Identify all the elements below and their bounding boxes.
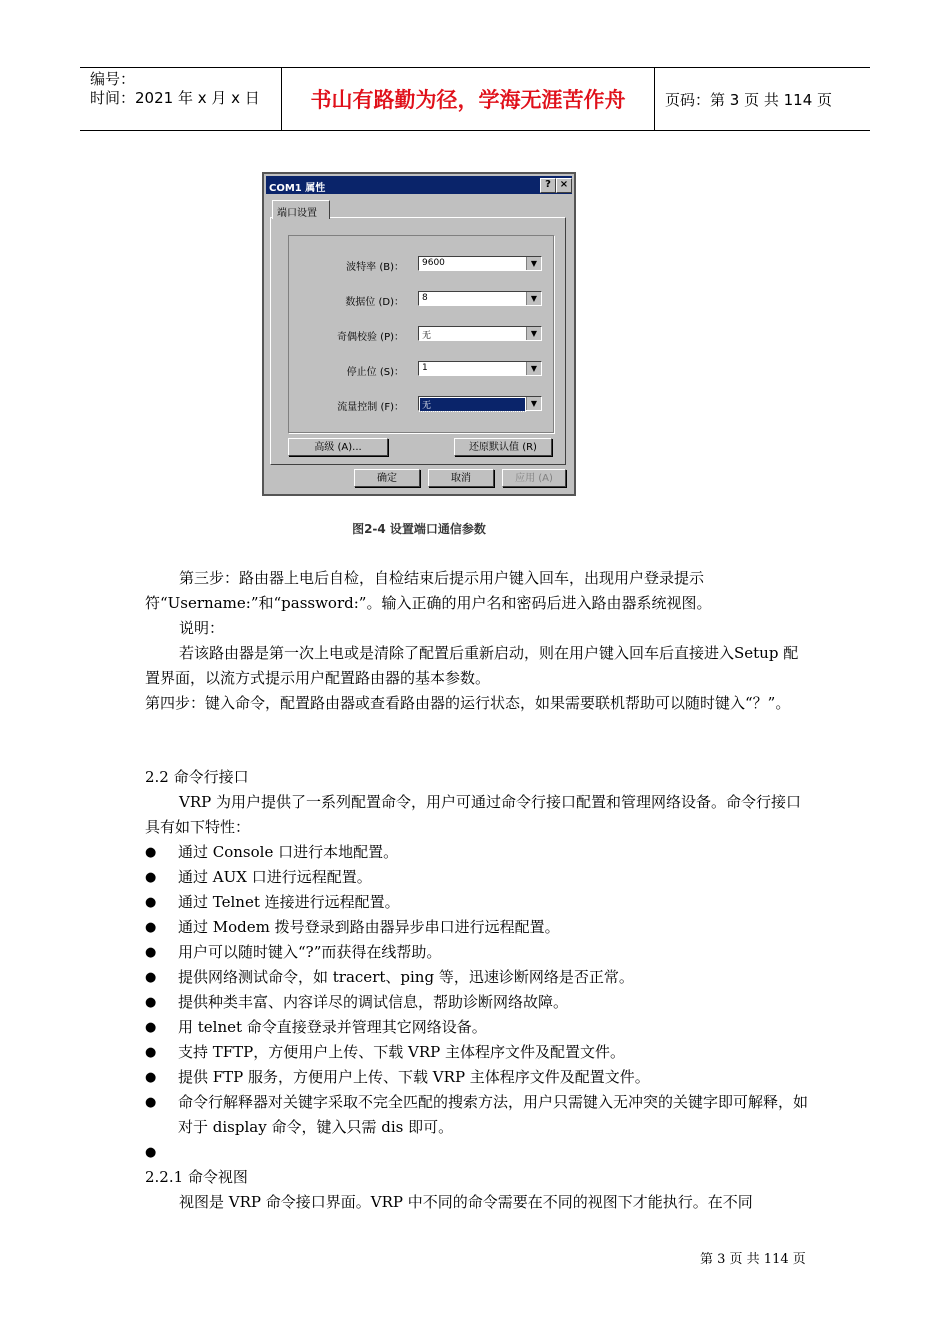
list-item — [145, 1140, 810, 1165]
chevron-down-icon[interactable]: ▼ — [526, 327, 541, 340]
parity-value: 无 — [422, 331, 432, 341]
section-heading-2-2-1: 2.2.1 命令视图 — [145, 1168, 248, 1186]
baud-rate-label: 波特率 (B)： — [346, 262, 404, 273]
list-item: ● 用户可以随时键入“?”而获得在线帮助。 — [145, 940, 810, 965]
page-footer: 第 3 页 共 114 页 — [700, 1252, 806, 1267]
chevron-down-icon[interactable]: ▼ — [526, 362, 541, 375]
section-heading-2-2: 2.2 命令行接口 — [145, 768, 249, 786]
chevron-down-icon[interactable]: ▼ — [526, 292, 541, 305]
list-item: ● 用 telnet 命令直接登录并管理其它网络设备。 — [145, 1015, 810, 1040]
restore-defaults-button[interactable]: 还原默认值 (R) — [454, 438, 552, 456]
advanced-button[interactable]: 高级 (A)... — [288, 438, 388, 456]
divider — [654, 68, 655, 130]
apply-button[interactable]: 应用 (A) — [502, 469, 566, 487]
header-meta — [90, 70, 260, 108]
help-button[interactable]: ? — [540, 178, 556, 193]
header-motto: 书山有路勤为径，学海无涯苦作舟 — [310, 88, 626, 112]
tab-label: 端口设置 — [277, 208, 317, 219]
paragraph-note: 若该路由器是第一次上电或是清除了配置后重新启动，则在用户键入回车后直接进入Setup 配置界面，以流方式提示用户配置路由器的基本参数。 — [145, 644, 799, 687]
list-item: ● 命令行解释器对关键字采取不完全匹配的搜索方法，用户只需键入无冲突的关键字即可解释，如对于 display 命令，键入只需 dis 即可。 — [145, 1090, 810, 1140]
data-bits-select[interactable] — [418, 291, 542, 306]
ok-button[interactable]: 确定 — [354, 469, 420, 487]
time-label: 时间：2021 年 x 月 x 日 — [90, 89, 260, 107]
flow-control-value: 无 — [420, 398, 525, 411]
paragraph-step3: 第三步：路由器上电后自检，自检结束后提示用户键入回车，出现用户登录提示符“Username:”和“password:”。输入正确的用户名和密码后进入路由器系统视图。 — [145, 569, 712, 612]
paragraph-intro-2-2: VRP 为用户提供了一系列配置命令，用户可通过命令行接口配置和管理网络设备。命令行接口具有如下特性： — [145, 793, 801, 836]
stop-bits-value: 1 — [422, 363, 428, 373]
data-bits-value: 8 — [422, 293, 428, 303]
paragraph-intro-2-2-1: 视图是 VRP 命令接口界面。VRP 中不同的命令需要在不同的视图下才能执行。在不同 — [179, 1193, 753, 1211]
flow-control-select[interactable] — [418, 396, 542, 411]
cancel-button[interactable]: 取消 — [428, 469, 494, 487]
list-item: ● 通过 Console 口进行本地配置。 — [145, 840, 810, 865]
list-item: ● 提供网络测试命令，如 tracert、ping 等，迅速诊断网络是否正常。 — [145, 965, 810, 990]
chevron-down-icon[interactable]: ▼ — [526, 397, 541, 410]
stop-bits-select[interactable] — [418, 361, 542, 376]
feature-list — [145, 840, 810, 1165]
number-label: 编号： — [90, 70, 136, 88]
paragraph-step4: 第四步：键入命令，配置路由器或查看路由器的运行状态，如果需要联机帮助可以随时键入“？”。 — [145, 694, 791, 712]
header-page-label: 页码：第 3 页 共 114 页 — [665, 91, 833, 109]
parity-select[interactable] — [418, 326, 542, 341]
list-item: ● 通过 Modem 拨号登录到路由器异步串口进行远程配置。 — [145, 915, 810, 940]
figure-caption: 图2-4 设置端口通信参数 — [352, 522, 486, 536]
parity-label: 奇偶校验 (P)： — [336, 332, 404, 343]
chevron-down-icon[interactable]: ▼ — [526, 257, 541, 270]
note-label: 说明： — [179, 619, 225, 637]
stop-bits-label: 停止位 (S)： — [346, 367, 404, 378]
dialog-titlebar — [266, 176, 572, 194]
list-item: ● 支持 TFTP，方便用户上传、下载 VRP 主体程序文件及配置文件。 — [145, 1040, 810, 1065]
baud-rate-select[interactable] — [418, 256, 542, 271]
list-item: ● 通过 AUX 口进行远程配置。 — [145, 865, 810, 890]
page-header — [80, 67, 870, 131]
list-item: ● 通过 Telnet 连接进行远程配置。 — [145, 890, 810, 915]
flow-control-label: 流量控制 (F)： — [337, 402, 404, 413]
list-item: ● 提供 FTP 服务，方便用户上传、下载 VRP 主体程序文件及配置文件。 — [145, 1065, 810, 1090]
close-button[interactable]: × — [556, 178, 572, 193]
tab-port-settings[interactable] — [272, 200, 330, 219]
com-properties-dialog — [262, 172, 576, 496]
list-item: ● 提供种类丰富、内容详尽的调试信息，帮助诊断网络故障。 — [145, 990, 810, 1015]
data-bits-label: 数据位 (D)： — [345, 297, 404, 308]
dialog-title: COM1 属性 — [269, 183, 326, 194]
baud-rate-value: 9600 — [422, 258, 445, 268]
